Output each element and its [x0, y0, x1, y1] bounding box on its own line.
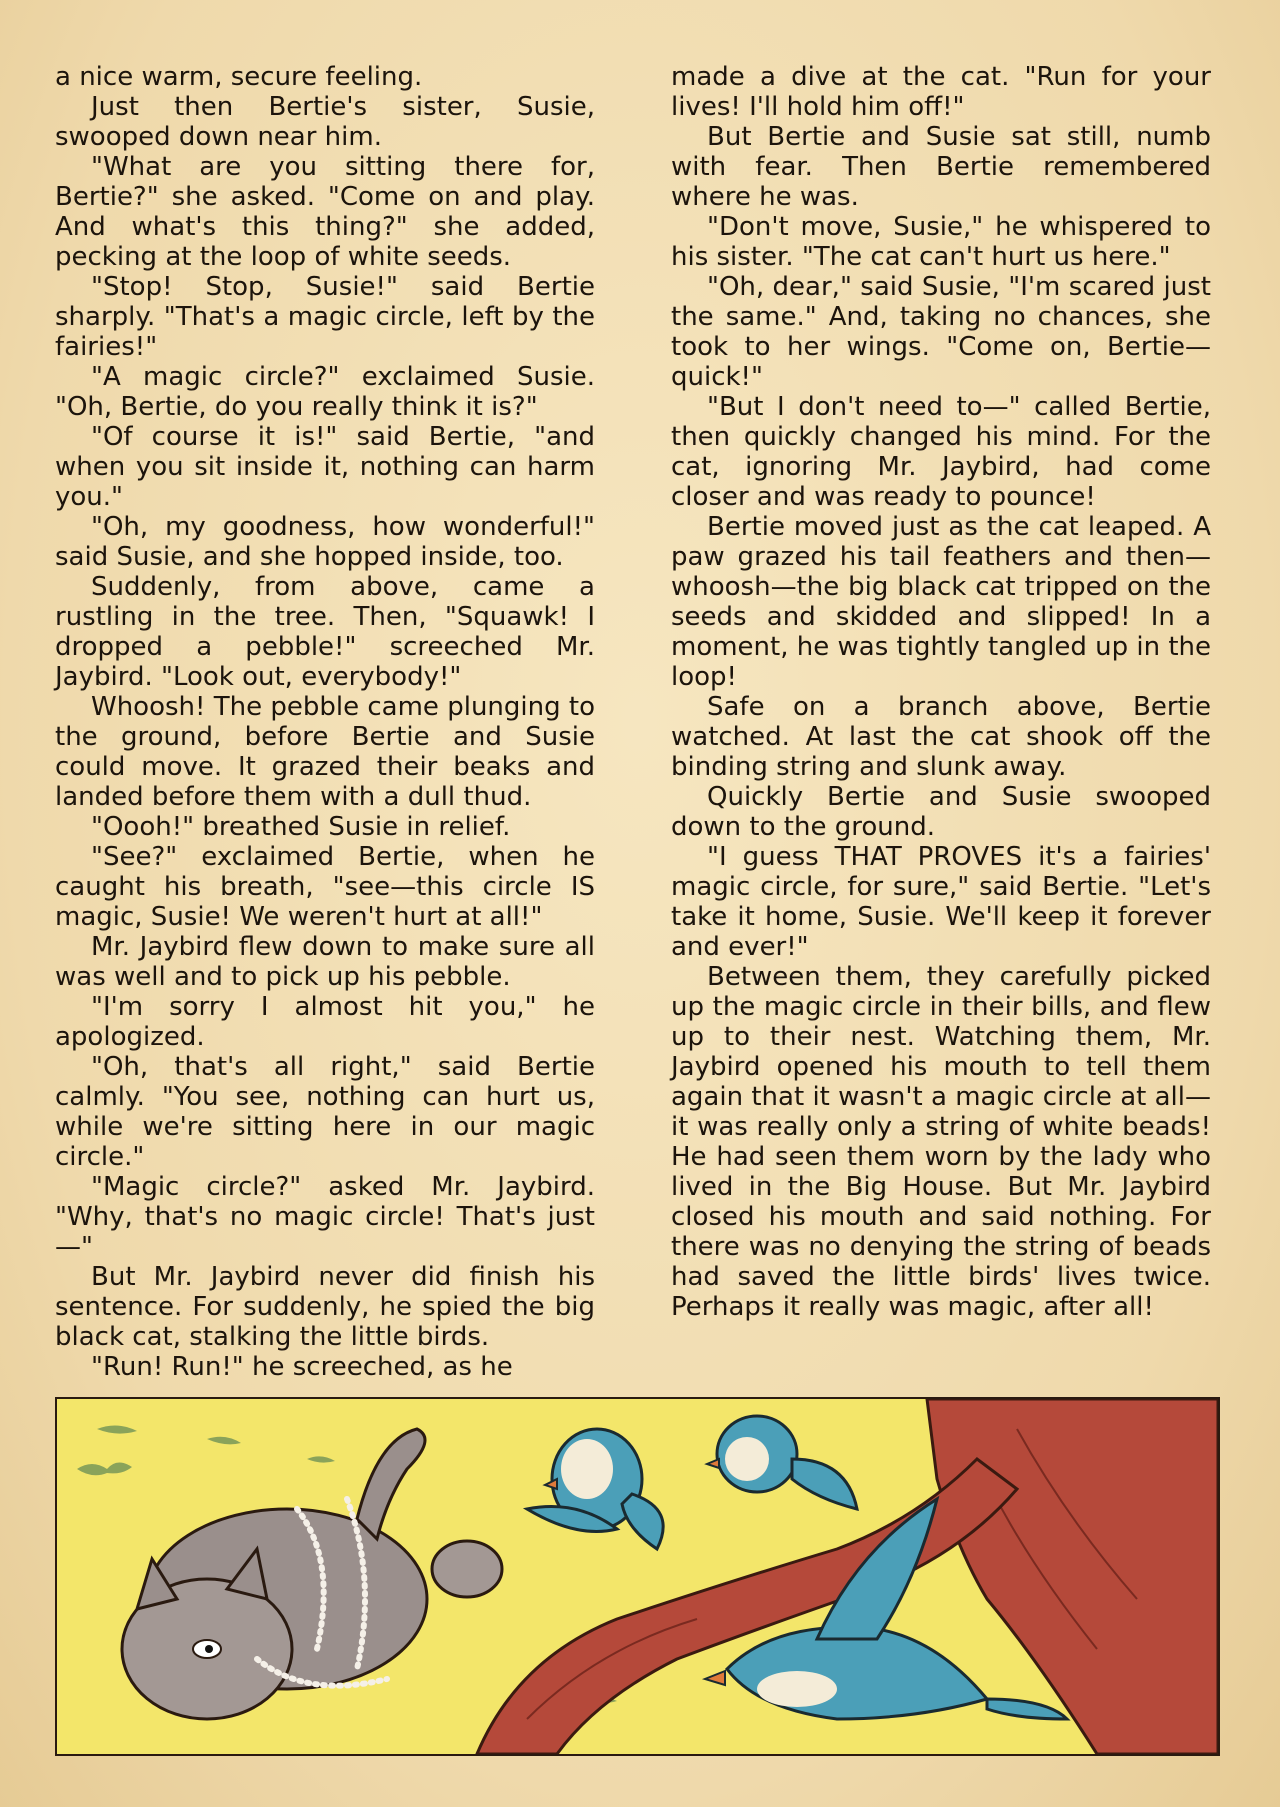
paragraph: "I guess THAT PROVES it's a fairies' magic circle, for sure," said Bertie. "Let's take it home, Susie. We'll keep it forever and ever!" — [671, 842, 1211, 962]
paragraph: "Of course it is!" said Bertie, "and when you sit inside it, nothing can harm you." — [55, 422, 595, 512]
illustration-canvas — [57, 1399, 1218, 1754]
paragraph: But Bertie and Susie sat still, numb with fear. Then Bertie remembered where he was. — [671, 122, 1211, 212]
paragraph: "Run! Run!" he screeched, as he — [91, 1352, 513, 1382]
paragraph: "A magic circle?" exclaimed Susie. "Oh, Bertie, do you really think it is?" — [55, 362, 595, 422]
paragraph: "Oh, that's all right," said Bertie calmly. "You see, nothing can hurt us, while we're sitting here in our magic circle." — [55, 1052, 595, 1172]
paragraph: Mr. Jaybird flew down to make sure all was well and to pick up his pebble. — [55, 932, 595, 992]
paragraph: "See?" exclaimed Bertie, when he caught his breath, "see—this circle IS magic, Susie! We weren't hurt at all!" — [55, 842, 595, 932]
paragraph: "I'm sorry I almost hit you," he apologized. — [55, 992, 595, 1052]
story-illustration — [55, 1397, 1220, 1756]
paragraph: Suddenly, from above, came a rustling in the tree. Then, "Squawk! I dropped a pebble!" screeched Mr. Jaybird. "Look out, everybody!" — [55, 572, 595, 692]
paragraph: "Oooh!" breathed Susie in relief. — [91, 812, 511, 842]
paragraph: Between them, they carefully picked up the magic circle in their bills, and flew up to their nest. Watching them, Mr. Jaybird opened his mouth to tell them again that it wasn't a magic circle at all—it was really only a string of white beads! He had seen them worn by the lady who lived in the Big House. But Mr. Jaybird closed his mouth and said nothing. For there was no denying the string of beads had saved the little birds' lives twice. Perhaps it really was magic, after all! — [671, 962, 1211, 1322]
paragraph: Just then Bertie's sister, Susie, swooped down near him. — [55, 92, 595, 152]
paragraph: "But I don't need to—" called Bertie, then quickly changed his mind. For the cat, ignoring Mr. Jaybird, had come closer and was ready to pounce! — [671, 392, 1211, 512]
paragraph: Bertie moved just as the cat leaped. A paw grazed his tail feathers and then—whoosh—the big black cat tripped on the seeds and skidded and slipped! In a moment, he was tightly tangled up in the loop! — [671, 512, 1211, 692]
paragraph: Safe on a branch above, Bertie watched. At last the cat shook off the binding string and slunk away. — [671, 692, 1211, 782]
paragraph: "Don't move, Susie," he whispered to his sister. "The cat can't hurt us here." — [671, 212, 1211, 272]
left-text-column — [55, 62, 595, 1382]
paragraph: a nice warm, secure feeling. — [55, 62, 423, 92]
paragraph: Whoosh! The pebble came plunging to the ground, before Bertie and Susie could move. It grazed their beaks and landed before them with a dull thud. — [55, 692, 595, 812]
paragraph: "Oh, dear," said Susie, "I'm scared just the same." And, taking no chances, she took to her wings. "Come on, Bertie—quick!" — [671, 272, 1211, 392]
paragraph: "Oh, my goodness, how wonderful!" said Susie, and she hopped inside, too. — [55, 512, 595, 572]
paragraph: made a dive at the cat. "Run for your lives! I'll hold him off!" — [671, 62, 1211, 122]
paragraph: "What are you sitting there for, Bertie?" she asked. "Come on and play. And what's this thing?" she added, pecking at the loop of white seeds. — [55, 152, 595, 272]
paragraph: Quickly Bertie and Susie swooped down to the ground. — [671, 782, 1211, 842]
paragraph: "Stop! Stop, Susie!" said Bertie sharply. "That's a magic circle, left by the fairies!" — [55, 272, 595, 362]
paragraph: But Mr. Jaybird never did finish his sentence. For suddenly, he spied the big black cat, stalking the little birds. — [55, 1262, 595, 1352]
paragraph: "Magic circle?" asked Mr. Jaybird. "Why, that's no magic circle! That's just—" — [55, 1172, 595, 1262]
right-text-column — [671, 62, 1211, 1322]
